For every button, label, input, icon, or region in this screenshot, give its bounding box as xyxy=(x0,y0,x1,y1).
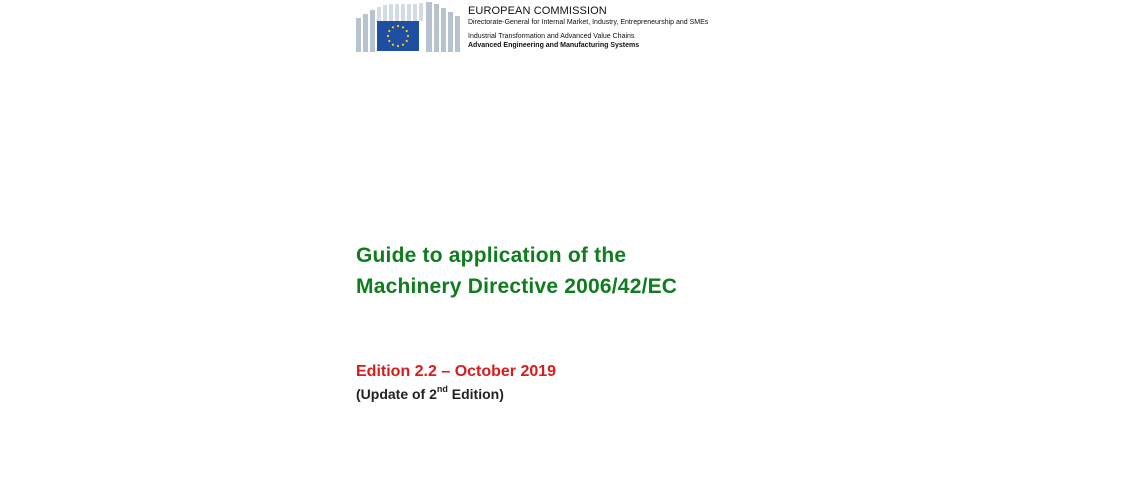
european-commission-logo-icon xyxy=(354,0,464,56)
commission-header xyxy=(468,4,948,50)
update-note xyxy=(356,384,504,404)
update-note-suffix: Edition) xyxy=(447,386,504,402)
update-note-superscript: nd xyxy=(436,384,448,395)
subunit-name: Advanced Engineering and Manufacturing Systems xyxy=(468,42,640,49)
document-title-line-1: Guide to application of the xyxy=(356,244,627,267)
unit-name: Industrial Transformation and Advanced Value Chains xyxy=(468,33,635,40)
directorate-name: Directorate-General for Internal Market, Industry, Entrepreneurship and SMEs xyxy=(468,19,709,26)
document-title xyxy=(356,240,956,302)
edition-label: Edition 2.2 – October 2019 xyxy=(356,363,557,380)
document-title-line-2: Machinery Directive 2006/42/EC xyxy=(356,275,678,298)
update-note-prefix: (Update of 2 xyxy=(356,386,437,402)
organization-name: EUROPEAN COMMISSION xyxy=(468,5,607,17)
